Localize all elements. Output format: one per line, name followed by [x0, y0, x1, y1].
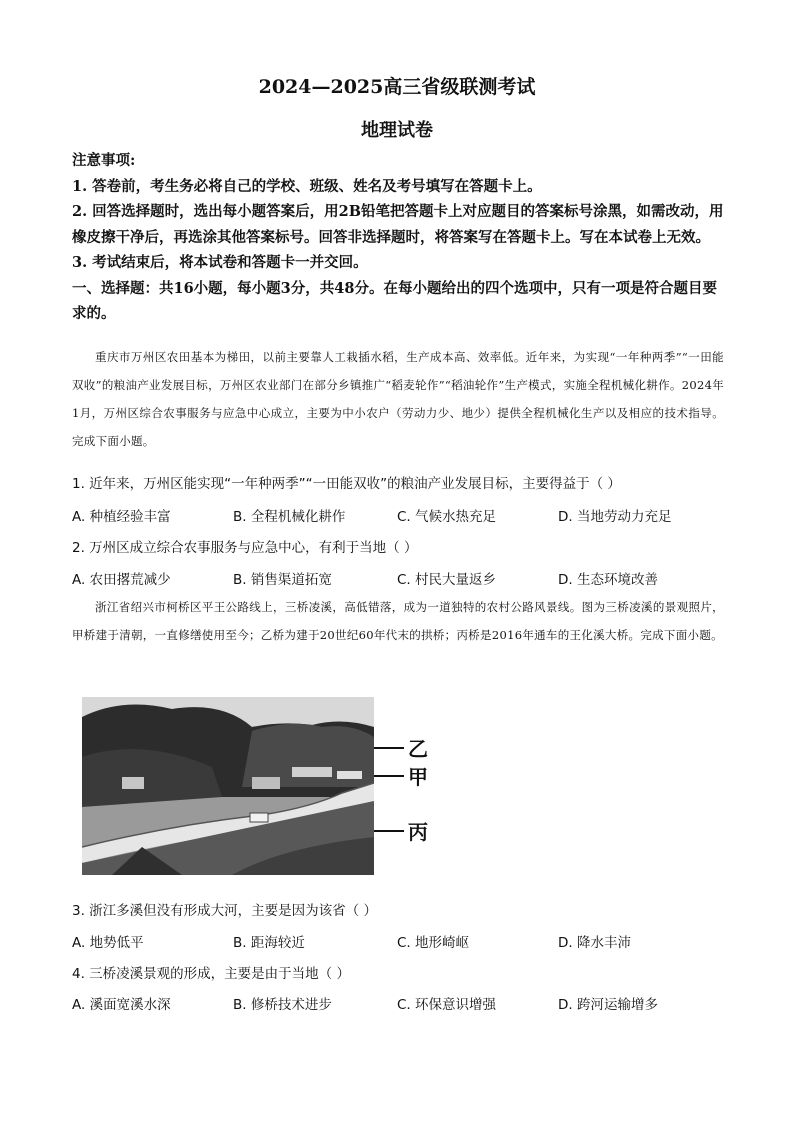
- question-3-option-d[interactable]: D. 降水丰沛: [558, 935, 631, 951]
- three-bridges-photo: [82, 697, 374, 875]
- question-1-option-c[interactable]: C. 气候水热充足: [397, 509, 497, 525]
- question-4-option-d[interactable]: D. 跨河运输增多: [558, 997, 658, 1013]
- label-bridge-jia: 甲: [408, 765, 428, 789]
- question-1-option-a[interactable]: A. 种植经验丰富: [72, 509, 171, 525]
- question-3-option-b[interactable]: B. 距海较近: [233, 935, 305, 951]
- question-2-option-a[interactable]: A. 农田撂荒减少: [72, 572, 171, 588]
- label-pointer-yi: [374, 747, 404, 749]
- question-3-option-a[interactable]: A. 地势低平: [72, 935, 144, 951]
- passage-wanzhou: 重庆市万州区农田基本为梯田，以前主要靠人工栽插水稻，生产成本高、效率低。近年来，为实现“一年种两季”“一田能双收”的粮油产业发展目标，万州区农业部门在部分乡镇推广“稻麦轮作”“稻油轮作”生产模式，实施全程机械化耕作。2024年1月，万州区综合农事服务与应急中心成立，主要为中小农户（劳动力少、地少）提供全程机械化生产以及相应的技术指导。完成下面小题。: [72, 350, 724, 448]
- question-2-option-d[interactable]: D. 生态环境改善: [558, 572, 658, 588]
- question-1-option-b[interactable]: B. 全程机械化耕作: [233, 509, 346, 525]
- question-4-stem: 4. 三桥凌溪景观的形成，主要是由于当地（ ）: [72, 966, 350, 982]
- notes-item-2: 2. 回答选择题时，选出每小题答案后，用2B铅笔把答题卡上对应题目的答案标号涂黑，如需改动，用橡皮擦干净后，再选涂其他答案标号。回答非选择题时，将答案写在答题卡上。写在本试卷上无效。: [72, 203, 724, 246]
- question-2-stem: 2. 万州区成立综合农事服务与应急中心，有利于当地（ ）: [72, 540, 418, 556]
- question-4-option-b[interactable]: B. 修桥技术进步: [233, 997, 332, 1013]
- label-bridge-bing: 丙: [408, 820, 428, 844]
- question-3-stem: 3. 浙江多溪但没有形成大河，主要是因为该省（ ）: [72, 903, 377, 919]
- label-pointer-jia: [374, 775, 404, 777]
- question-1-option-d[interactable]: D. 当地劳动力充足: [558, 509, 672, 525]
- question-4-option-c[interactable]: C. 环保意识增强: [397, 997, 497, 1013]
- passage-three-bridges: 浙江省绍兴市柯桥区平王公路线上，三桥凌溪，高低错落，成为一道独特的农村公路风景线。图为三桥凌溪的景观照片，甲桥建于清朝，一直修缮使用至今；乙桥为建于20世纪60年代末的拱桥；丙桥是2016年通车的王化溪大桥。完成下面小题。: [72, 600, 724, 642]
- notes-item-1: 1. 答卷前，考生务必将自己的学校、班级、姓名及考号填写在答题卡上。: [72, 177, 542, 195]
- question-2-option-b[interactable]: B. 销售渠道拓宽: [233, 572, 332, 588]
- question-2-option-c[interactable]: C. 村民大量返乡: [397, 572, 497, 588]
- notes-item-3: 3. 考试结束后，将本试卷和答题卡一并交回。: [72, 254, 368, 271]
- exam-title: 2024—2025高三省级联测考试: [258, 76, 536, 98]
- question-1-stem: 1. 近年来，万州区能实现“一年种两季”“一田能双收”的粮油产业发展目标，主要得益于（ ）: [72, 476, 621, 492]
- label-bridge-yi: 乙: [408, 737, 428, 761]
- exam-subject: 地理试卷: [361, 120, 433, 141]
- question-3-option-c[interactable]: C. 地形崎岖: [397, 935, 470, 951]
- notes-heading: 注意事项:: [72, 152, 136, 169]
- section-heading: 一、选择题：共16小题，每小题3分，共48分。在每小题给出的四个选项中，只有一项是符合题目要求的。: [72, 279, 717, 322]
- label-pointer-bing: [374, 830, 404, 832]
- question-4-option-a[interactable]: A. 溪面宽溪水深: [72, 997, 171, 1013]
- notes-section: [72, 148, 724, 327]
